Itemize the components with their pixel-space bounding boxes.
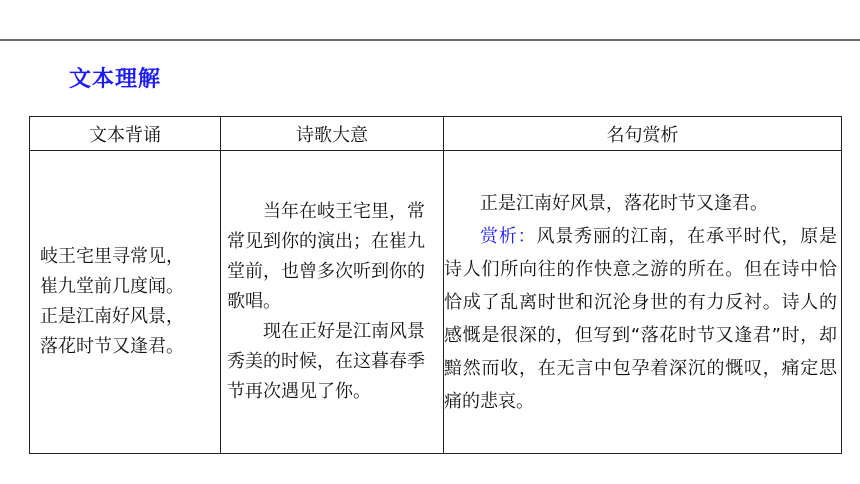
header-analysis: 名句赏析 xyxy=(444,117,842,151)
section-title: 文本理解 xyxy=(69,67,162,92)
header-recite: 文本背诵 xyxy=(30,117,221,151)
meaning-cell xyxy=(221,151,444,454)
poem-table xyxy=(29,116,842,454)
analysis-cell xyxy=(444,151,842,454)
analysis-label: 赏析： xyxy=(480,225,537,247)
meaning-paragraph: 当年在岐王宅里，常常见到你的演出；在崔九堂前，也曾多次听到你的歌唱。 xyxy=(227,201,425,312)
meaning-paragraph: 现在正好是江南风景秀美的时候，在这暮春季节再次遇见了你。 xyxy=(227,321,425,402)
analysis-quote: 正是江南好风景，落花时节又逢君。 xyxy=(480,192,768,214)
recite-line: 岐王宅里寻常见， xyxy=(40,246,184,267)
analysis-paragraph xyxy=(444,220,837,418)
recite-line: 正是江南好风景， xyxy=(40,306,184,327)
recite-cell xyxy=(30,151,221,454)
top-divider xyxy=(0,39,860,41)
header-meaning: 诗歌大意 xyxy=(221,117,444,151)
table-row xyxy=(30,151,842,454)
analysis-text: 风景秀丽的江南，在承平时代，原是诗人们所向往的作快意之游的所在。但在诗中恰恰成了乱离时世和沉沦身世的有力反衬。诗人的感慨是很深的，但写到“落花时节又逢君”时，却黯然而收，在无言中包孕着深沉的慨叹，痛定思痛的悲哀。 xyxy=(444,225,837,412)
table-header-row xyxy=(30,117,842,151)
recite-line: 落花时节又逢君。 xyxy=(40,336,184,357)
recite-line: 崔九堂前几度闻。 xyxy=(40,276,184,297)
